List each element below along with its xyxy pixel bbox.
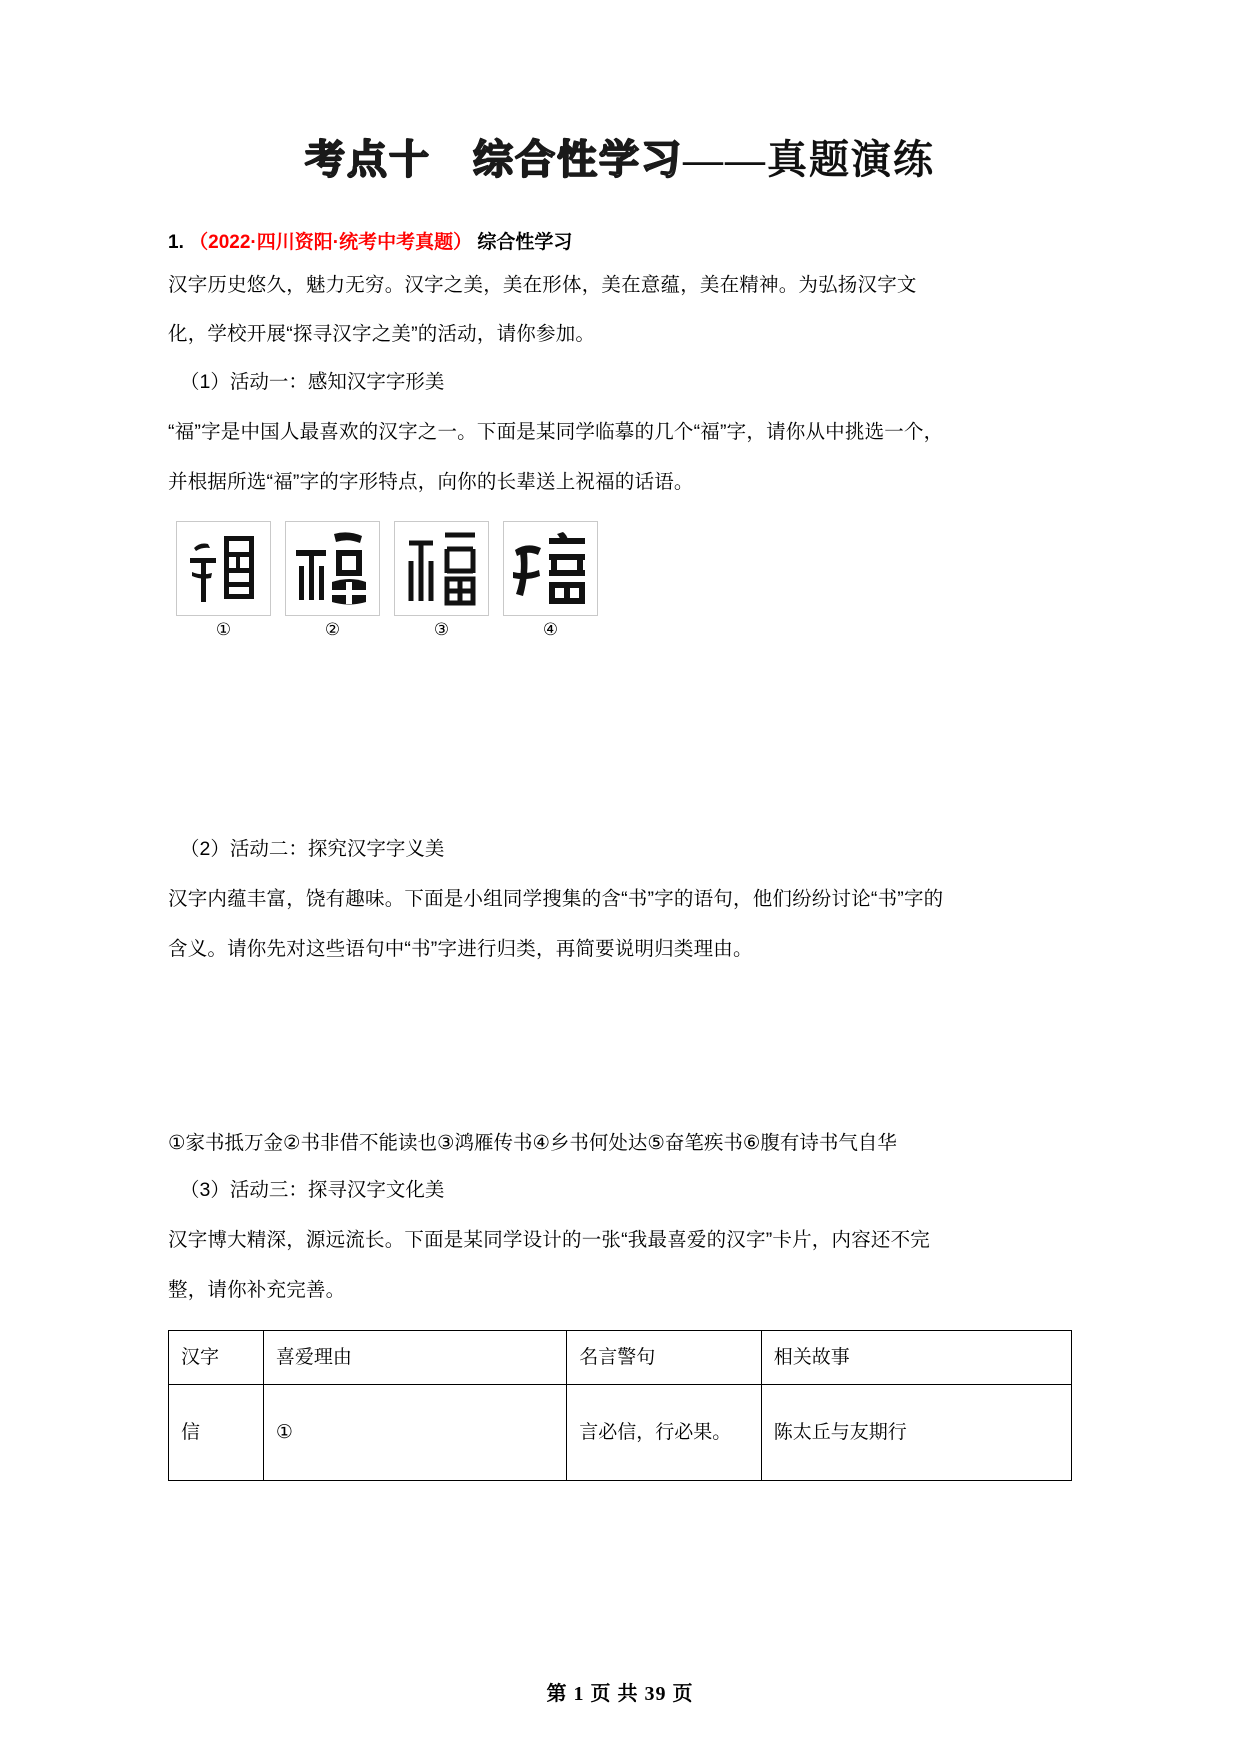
bronze-seal-fu-icon — [285, 521, 380, 616]
calligraphy-label-row — [176, 620, 1072, 640]
activity-2-text-line-1: 汉字内蕴丰富，饶有趣味。下面是小组同学搜集的含“书”字的语句，他们纷纷讨论“书”字的 — [168, 888, 944, 911]
question-header — [168, 229, 1072, 258]
table-cell-quote: 言必信，行必果。 — [567, 1385, 761, 1481]
activity-1-text-line-2: 并根据所选“福”字的字形特点，向你的长辈送上祝福的话语。 — [168, 471, 694, 493]
activity-1-label: （1）活动一：感知汉字字形美 — [180, 371, 445, 394]
answer-space-2 — [168, 972, 1072, 1122]
answer-space-1 — [168, 640, 1072, 824]
activity-1-text-line-1: “福”字是中国人最喜欢的汉字之一。下面是某同学临摹的几个“福”字，请你从中挑选一个， — [168, 421, 944, 444]
page-footer: 第 1 页 共 39 页 — [546, 1683, 694, 1705]
question-stem-line-2: 化，学校开展“探寻汉字之美”的活动，请你参加。 — [168, 323, 596, 346]
activity-3-text-line-1: 汉字博大精深，源远流长。下面是某同学设计的一张“我最喜爱的汉字”卡片，内容还不完 — [168, 1228, 930, 1251]
page-title-tail: ——真题演练 — [683, 137, 935, 182]
page-title — [0, 0, 1240, 185]
table-cell-story: 陈太丘与友期行 — [761, 1385, 1071, 1481]
activity-3-text-line-2: 整，请你补充完善。 — [168, 1278, 346, 1301]
oracle-bone-fu-icon — [176, 521, 271, 616]
table-header-hanzi: 汉字 — [169, 1331, 264, 1385]
activity-2-examples: ①家书抵万金②书非借不能读也③鸿雁传书④乡书何处达⑤奋笔疾书⑥腹有诗书气自华 — [168, 1131, 897, 1154]
table-header-story: 相关故事 — [761, 1331, 1071, 1385]
table-row — [169, 1385, 1072, 1481]
question-kind: 综合性学习 — [477, 232, 573, 253]
calligraphy-figure — [176, 521, 1072, 640]
glyph-label-1: ① — [215, 619, 232, 639]
table-header-row — [169, 1331, 1072, 1385]
small-seal-fu-icon — [394, 521, 489, 616]
table-header-reason: 喜爱理由 — [263, 1331, 566, 1385]
table-cell-reason: ① — [263, 1385, 566, 1481]
clerical-fu-icon — [503, 521, 598, 616]
page-title-main: 考点十 综合性学习 — [305, 137, 683, 182]
glyph-label-3: ③ — [433, 619, 450, 639]
question-stem-line-1: 汉字历史悠久，魅力无穷。汉字之美，美在形体，美在意蕴，美在精神。为弘扬汉字文 — [168, 273, 917, 296]
glyph-label-2: ② — [324, 619, 341, 639]
question-number: 1. — [168, 232, 184, 253]
question-source: （2022·四川资阳·统考中考真题） — [189, 232, 473, 253]
table-header-quote: 名言警句 — [567, 1331, 761, 1385]
table-cell-hanzi: 信 — [169, 1385, 264, 1481]
document-content — [0, 229, 1240, 1481]
activity-3-label: （3）活动三：探寻汉字文化美 — [180, 1178, 445, 1201]
activity-2-text-line-2: 含义。请你先对这些语句中“书”字进行归类，再简要说明归类理由。 — [168, 938, 753, 961]
calligraphy-glyph-row — [176, 521, 1072, 616]
glyph-label-4: ④ — [542, 619, 559, 639]
activity-2-label: （2）活动二：探究汉字字义美 — [180, 838, 445, 861]
favorite-character-table — [168, 1330, 1072, 1481]
